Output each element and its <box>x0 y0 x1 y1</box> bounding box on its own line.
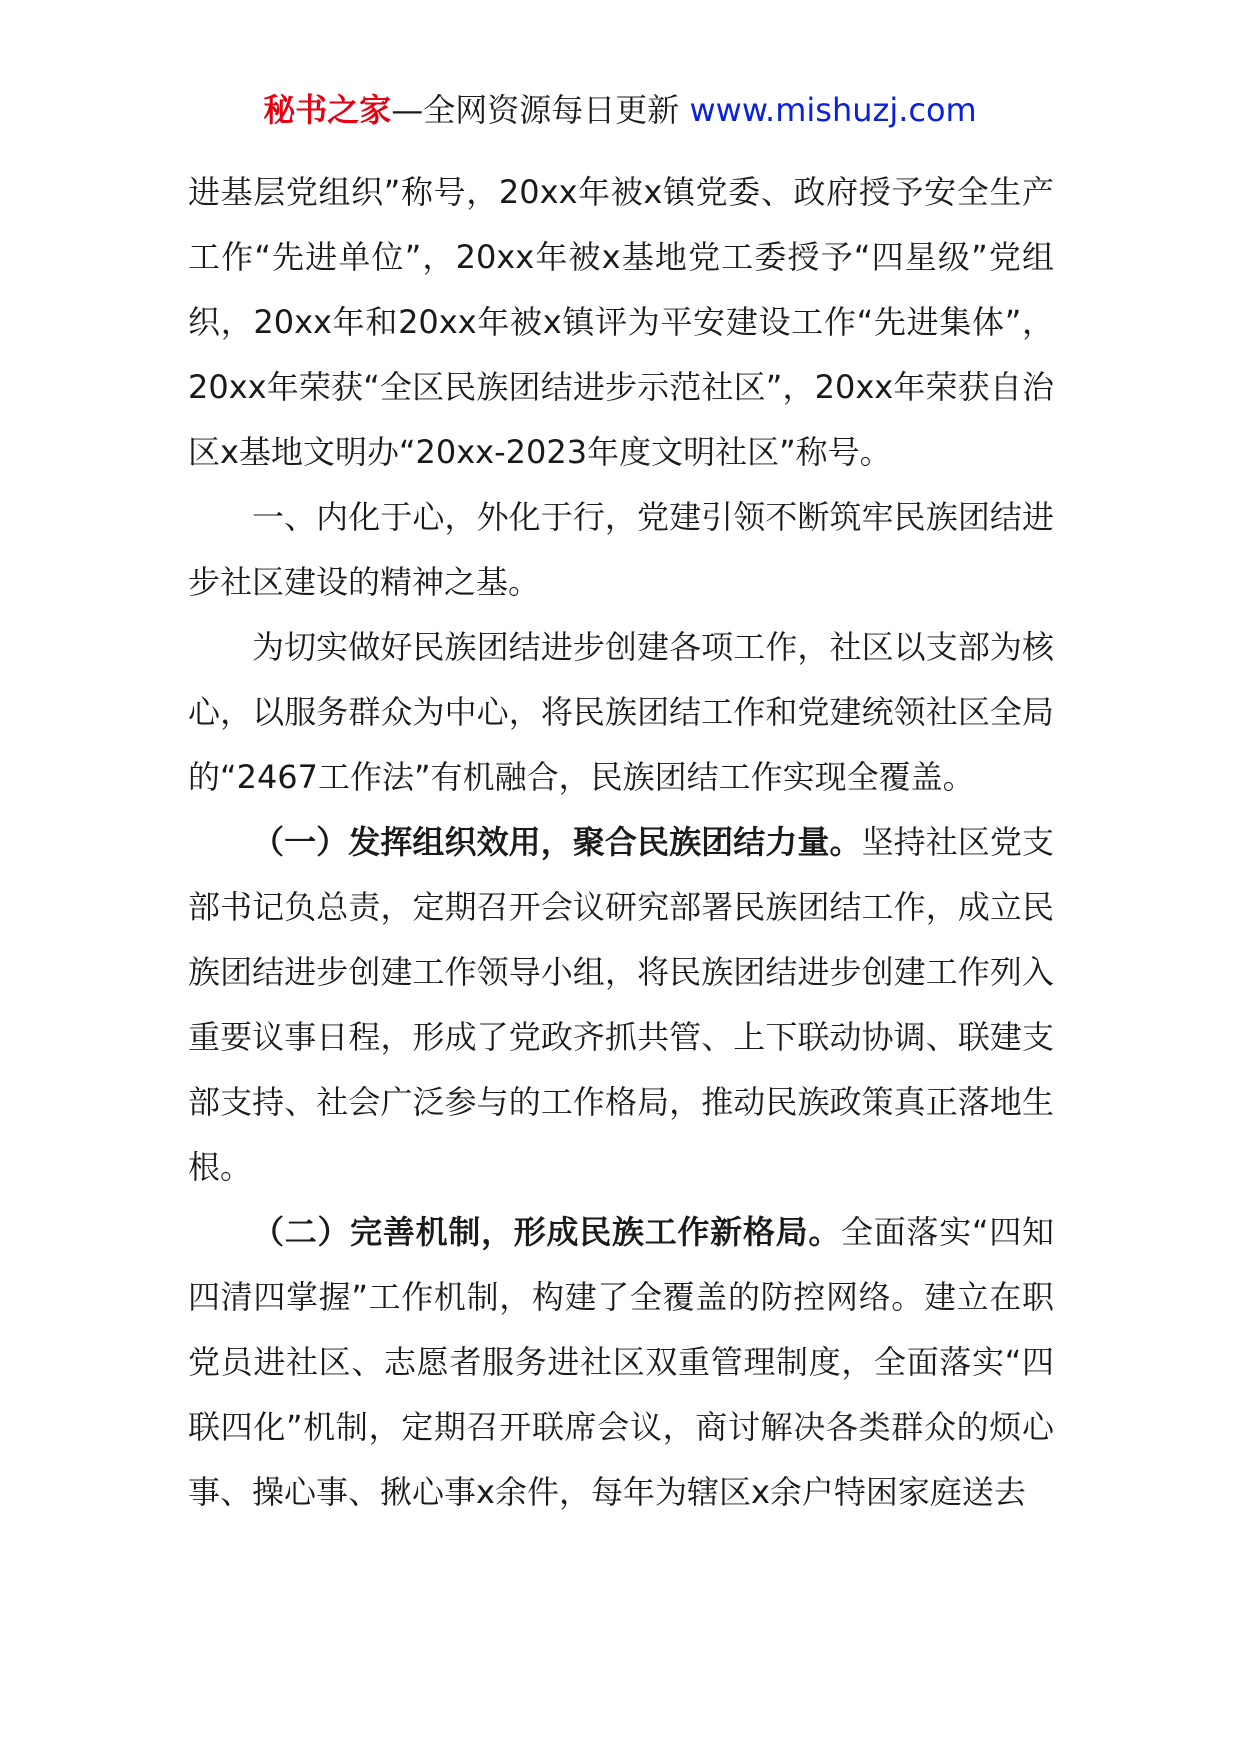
brand-name: 秘书之家 <box>263 91 392 129</box>
paragraph-heading: （二）完善机制，形成民族工作新格局。 <box>252 1213 842 1251</box>
paragraph <box>188 160 1054 485</box>
paragraph <box>188 485 1054 615</box>
page-header <box>0 88 1240 132</box>
paragraph-text: 坚持社区党支部书记负总责，定期召开会议研究部署民族团结工作，成立民族团结进步创建工作领导小组，将民族团结进步创建工作列入重要议事日程，形成了党政齐抓共管、上下联动协调、联建支部支持、社会广泛参与的工作格局，推动民族政策真正落地生根。 <box>188 823 1054 1186</box>
paragraph <box>188 810 1054 1200</box>
paragraph-text: 全面落实“四知四清四掌握”工作机制，构建了全覆盖的防控网络。建立在职党员进社区、志愿者服务进社区双重管理制度，全面落实“四联四化”机制，定期召开联席会议，商讨解决各类群众的烦心事、操心事、揪心事x余件，每年为辖区x余户特困家庭送去 <box>188 1213 1054 1511</box>
paragraph <box>188 615 1054 810</box>
header-tagline: —全网资源每日更新 <box>391 91 690 129</box>
document-body <box>188 160 1054 1525</box>
paragraph-text: 进基层党组织”称号，20xx年被x镇党委、政府授予安全生产工作“先进单位”，20xx年被x基地党工委授予“四星级”党组织，20xx年和20xx年被x镇评为平安建设工作“先进集体”，20xx年荣获“全区民族团结进步示范社区”，20xx年荣获自治区x基地文明办“20xx-2023年度文明社区”称号。 <box>188 173 1054 471</box>
paragraph-heading: （一）发挥组织效用，聚合民族团结力量。 <box>252 823 862 861</box>
paragraph <box>188 1200 1054 1525</box>
paragraph-text: 为切实做好民族团结进步创建各项工作，社区以支部为核心，以服务群众为中心，将民族团结工作和党建统领社区全局的“2467工作法”有机融合，民族团结工作实现全覆盖。 <box>188 628 1054 796</box>
paragraph-text: 一、内化于心，外化于行，党建引领不断筑牢民族团结进步社区建设的精神之基。 <box>188 498 1054 601</box>
header-url[interactable]: www.mishuzj.com <box>689 91 977 129</box>
